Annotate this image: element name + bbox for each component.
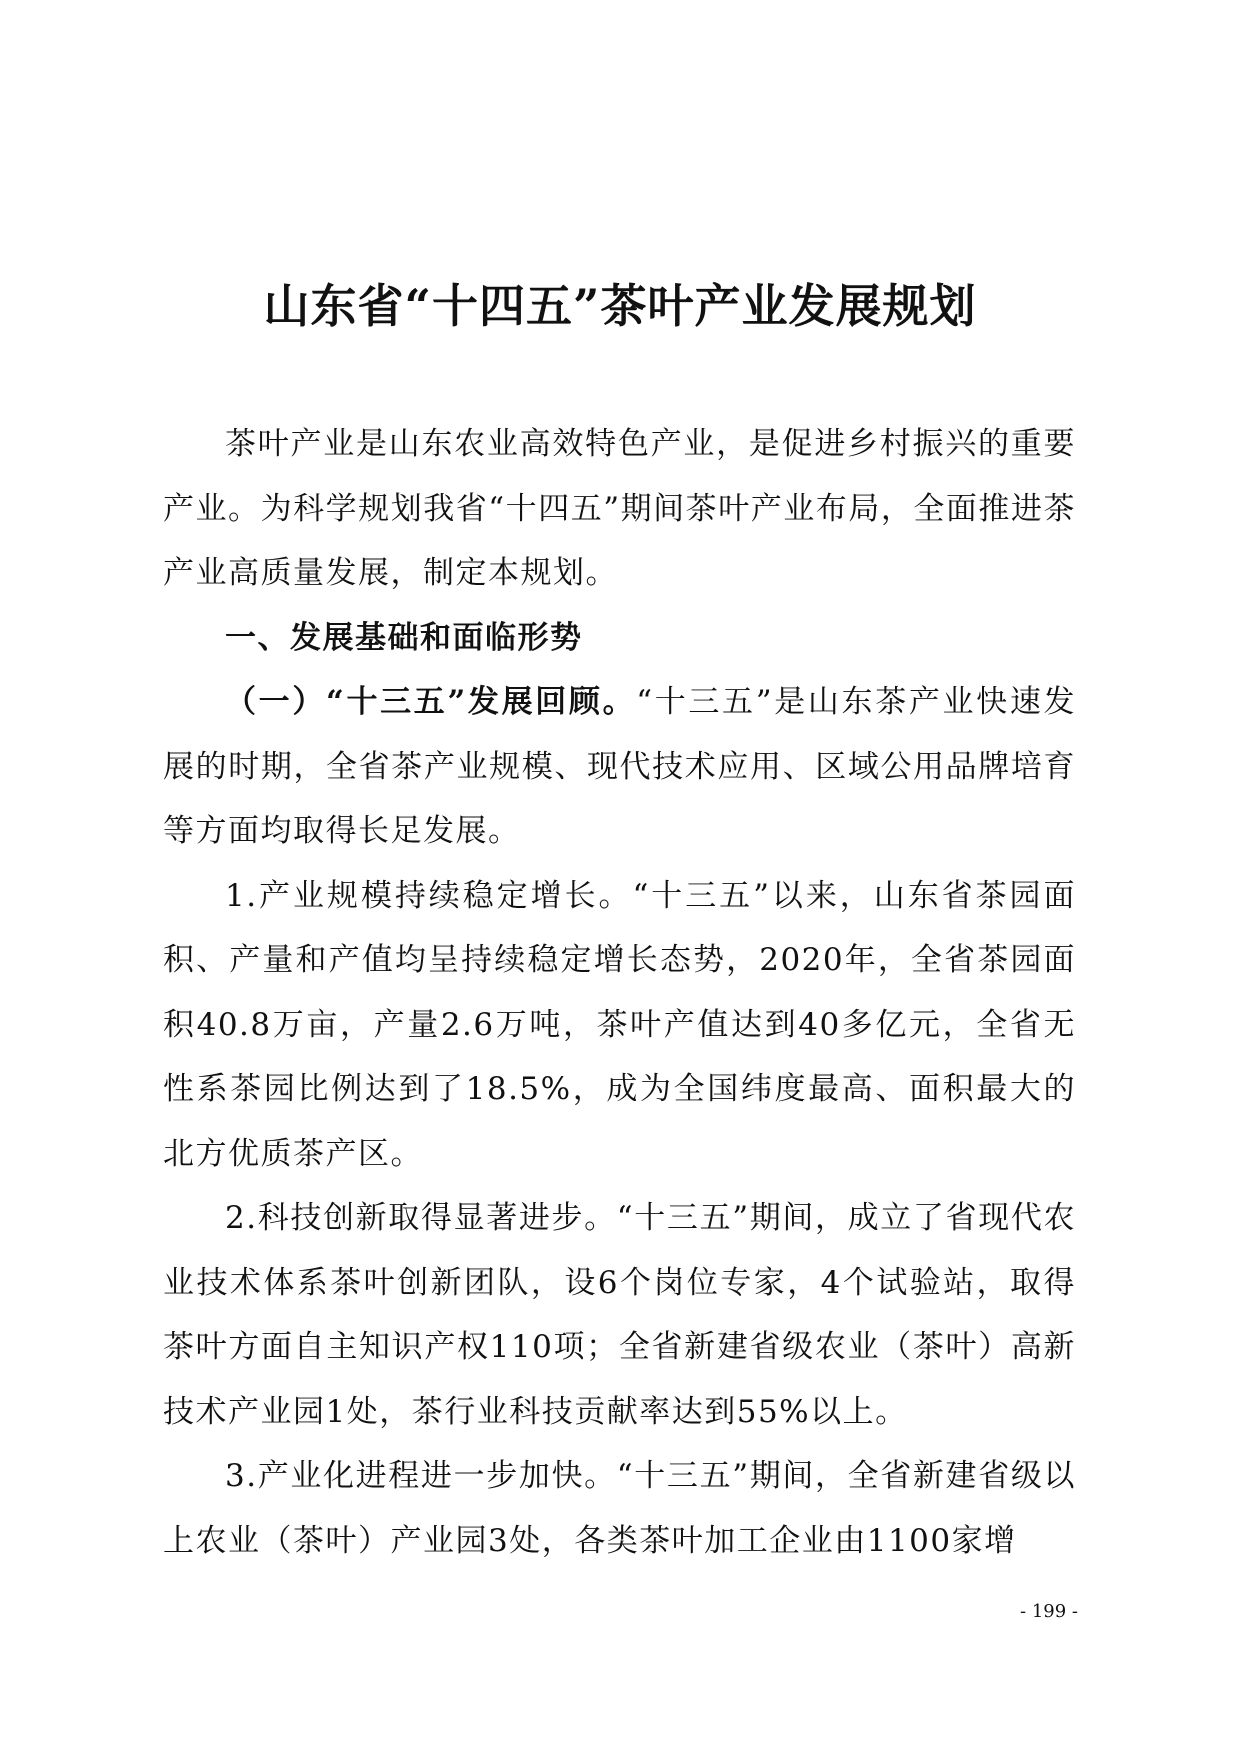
document-body — [163, 412, 1076, 1573]
subsection-heading: （一）“十三五”发展回顾。 — [225, 684, 637, 720]
subsection-paragraph — [163, 670, 1076, 864]
item-paragraph-3: 3.产业化进程进一步加快。“十三五”期间，全省新建省级以上农业（茶叶）产业园3处，各类茶叶加工企业由1100家增 — [163, 1458, 1076, 1559]
intro-paragraph: 茶叶产业是山东农业高效特色产业，是促进乡村振兴的重要产业。为科学规划我省“十四五”期间茶叶产业布局，全面推进茶产业高质量发展，制定本规划。 — [163, 426, 1076, 591]
item-paragraph-1: 1.产业规模持续稳定增长。“十三五”以来，山东省茶园面积、产量和产值均呈持续稳定增长态势，2020年，全省茶园面积40.8万亩，产量2.6万吨，茶叶产值达到40多亿元，全省无性系茶园比例达到了18.5%，成为全国纬度最高、面积最大的北方优质茶产区。 — [163, 877, 1076, 1172]
page-number: - 199 - — [1020, 1601, 1078, 1622]
subsection-text: “十三五”是山东茶产业快速发展的时期，全省茶产业规模、现代技术应用、区域公用品牌培育等方面均取得长足发展。 — [163, 684, 1076, 849]
item-paragraph-2: 2.科技创新取得显著进步。“十三五”期间，成立了省现代农业技术体系茶叶创新团队，设6个岗位专家，4个试验站，取得茶叶方面自主知识产权110项；全省新建省级农业（茶叶）高新技术产业园1处，茶行业科技贡献率达到55%以上。 — [163, 1200, 1076, 1430]
section-heading: 一、发展基础和面临形势 — [225, 619, 583, 656]
document-title: 山东省“十四五”茶叶产业发展规划 — [263, 279, 977, 333]
